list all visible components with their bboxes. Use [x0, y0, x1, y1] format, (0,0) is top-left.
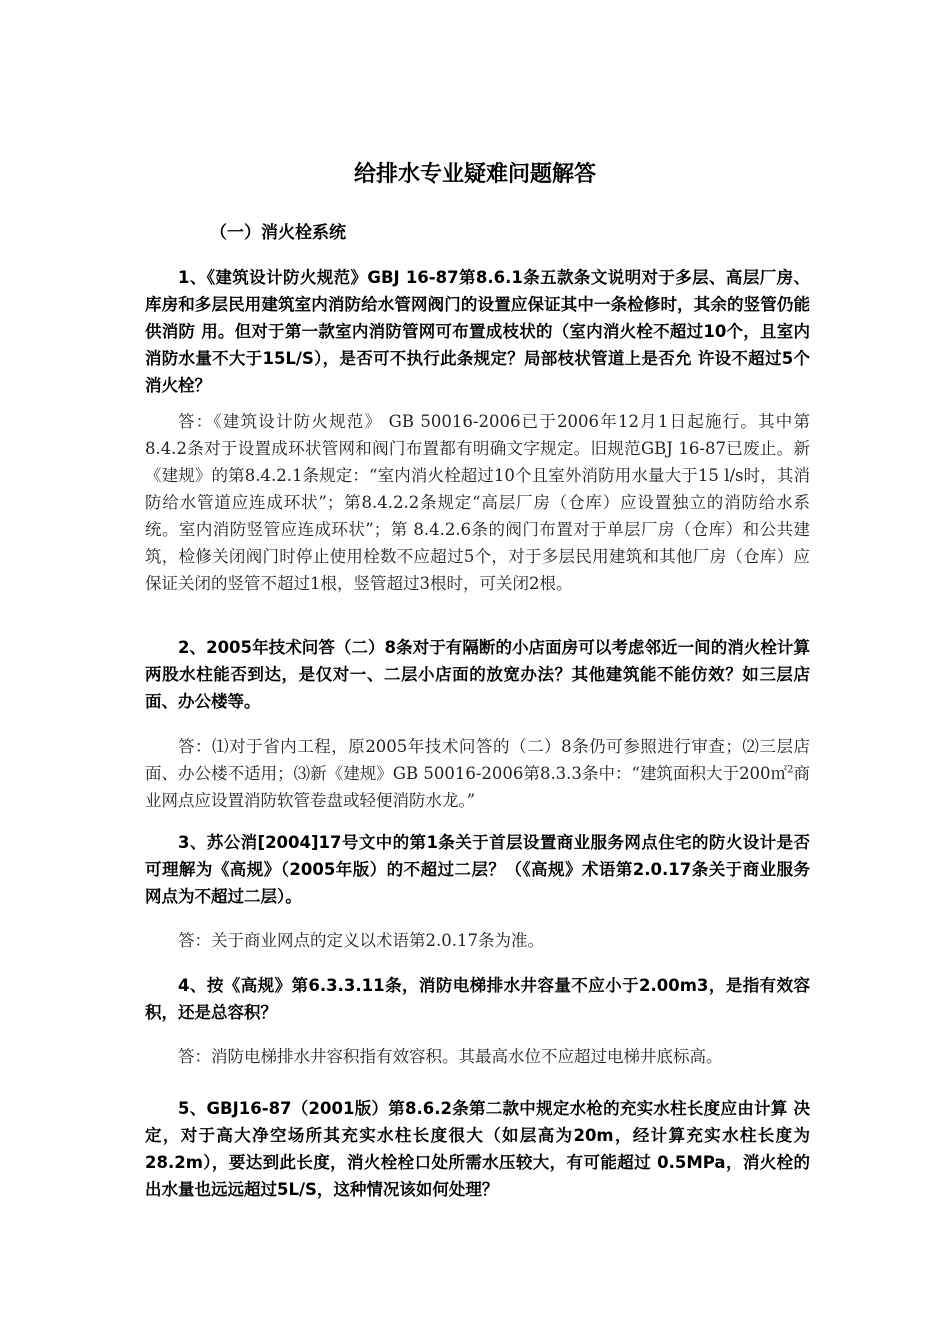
question-1: 1、《建筑设计防火规范》GBJ 16-87第8.6.1条五款条文说明对于多层、高层厂房、库房和多层民用建筑室内消防给水管网阀门的设置应保证其中一条检修时，其余的竖管仍能供消防 用。但对于第一款室内消防管网可布置成枝状的（室内消火栓不超过10个，且室内消防水量不大于15L/S），是否可不执行此条规定？局部枝状管道上是否允 许设不超过5个消火栓？ — [145, 268, 810, 395]
answer-3: 答：关于商业网点的定义以术语第2.0.17条为准。 — [178, 931, 544, 950]
answer-2 — [145, 733, 810, 814]
question-2: 2、2005年技术问答（二）8条对于有隔断的小店面房可以考虑邻近一间的消火栓计算两股水柱能否到达，是仅对一、二层小店面的放宽办法？其他建筑能不能仿效？如三层店面、办公楼等。 — [145, 638, 810, 711]
answer-2-text-end: 商业网点应设置消防软管卷盘或轻便消防水龙。” — [145, 764, 810, 810]
question-3: 3、苏公消[2004]17号文中的第1条关于首层设置商业服务网点住宅的防火设计是否可理解为《高规》（2005年版）的不超过二层？（《高规》术语第2.0.17条关于商业服务网点为不超过二层）。 — [145, 833, 810, 906]
answer-4: 答：消防电梯排水井容积指有效容积。其最高水位不应超过电梯井底标高。 — [178, 1047, 723, 1066]
question-5: 5、GBJ16-87（2001版）第8.6.2条第二款中规定水枪的充实水柱长度应由计算 决定，对于高大净空场所其充实水柱长度很大（如层高为20m，经计算充实水柱长度为28.2m），要达到此长度，消火栓栓口处所需水压较大，有可能超过 0.5MPa，消火栓的出水量也远远超过5L/S，这种情况该如何处理？ — [145, 1099, 810, 1199]
answer-2-text-start: 答：⑴对于省内工程，原2005年技术问答的（二）8条仍可参照进行审查；⑵三层店面、办公楼不适用；⑶新《建规》GB 50016-2006第8.3.3条中：“建筑面积大于200㎡ — [145, 737, 810, 783]
answer-2-superscript: 2 — [787, 764, 794, 776]
document-title: 给排水专业疑难问题解答 — [353, 162, 596, 187]
section-heading: （一）消火栓系统 — [210, 223, 346, 243]
answer-1: 答：《建筑设计防火规范》 GB 50016-2006已于2006年12月1日起施行。其中第8.4.2条对于设置成环状管网和阀门布置都有明确文字规定。旧规范GBJ 16-87已废止。新《建规》的第8.4.2.1条规定：“室内消火栓超过10个且室外消防用水量大于15 l/s时，其消防给水管道应连成环状”；第8.4.2.2条规定“高层厂房（仓库）应设置独立的消防给水系统。室内消防竖管应连成环状”；第 8.4.2.6条的阀门布置对于单层厂房（仓库）和公共建筑，检修关闭阀门时停止使用栓数不应超过5个，对于多层民用建筑和其他厂房（仓库）应保证关闭的竖管不超过1根，竖管超过3根时，可关闭2根。 — [145, 412, 810, 593]
question-4: 4、按《高规》第6.3.3.11条，消防电梯排水井容量不应小于2.00m3，是指有效容积，还是总容积？ — [145, 976, 810, 1022]
